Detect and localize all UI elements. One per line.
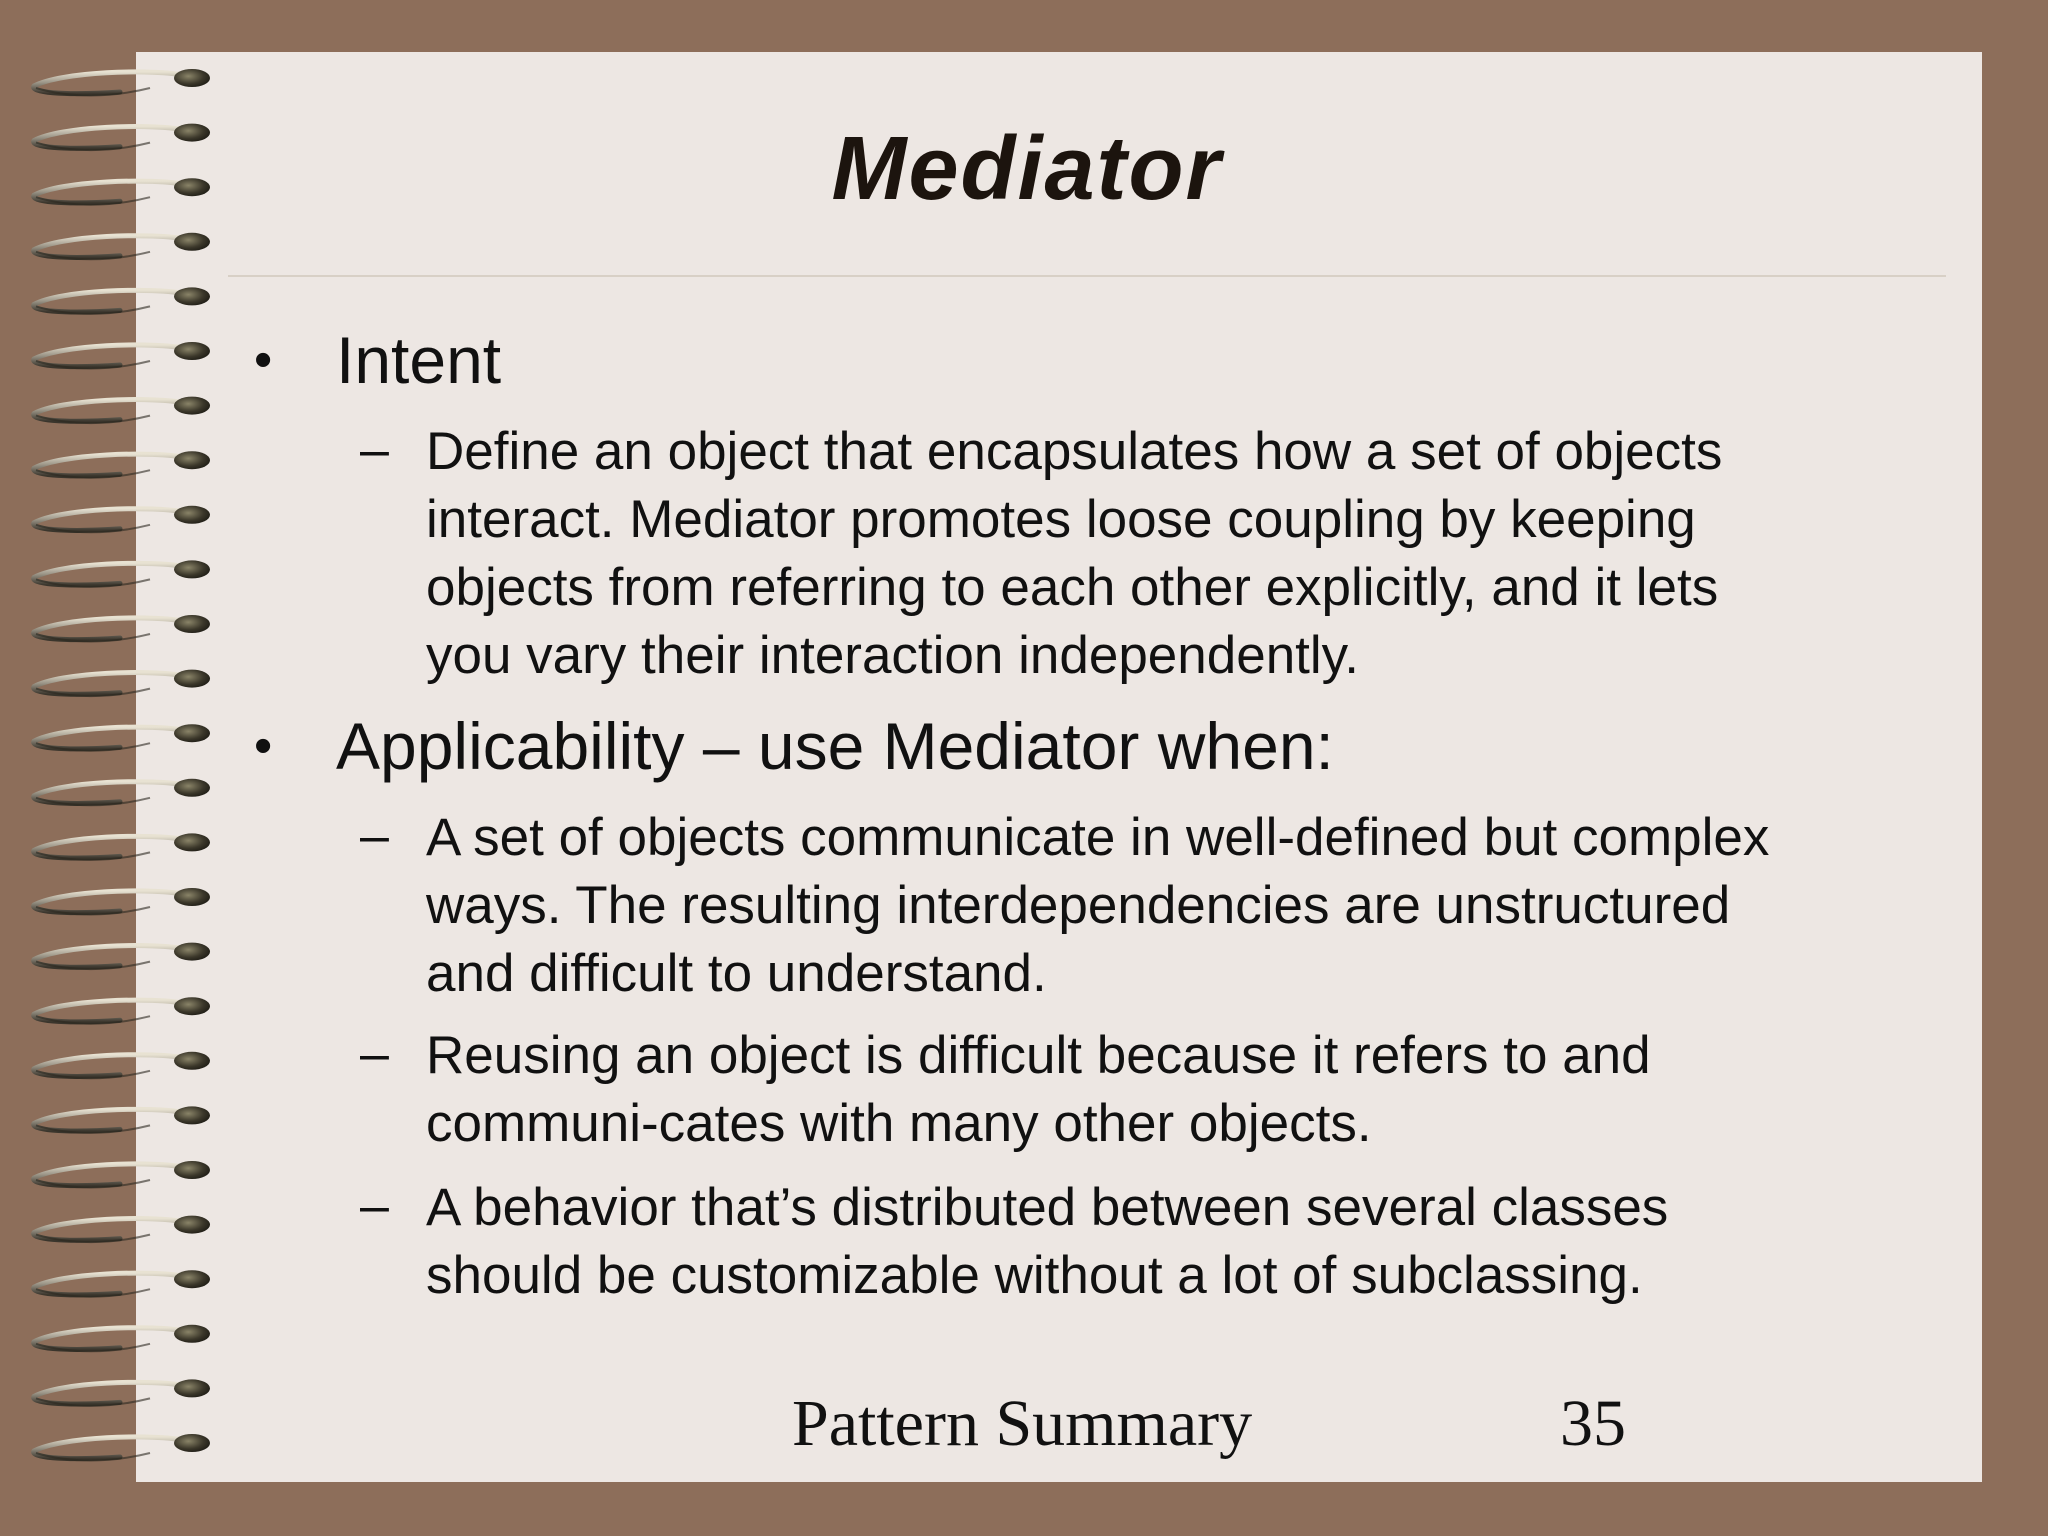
text-line: you vary their interaction independently.	[426, 626, 1359, 685]
page-number: 35	[1560, 1387, 1626, 1460]
bullet-marker: •	[254, 331, 273, 389]
applicability-item-2	[426, 1022, 1926, 1158]
text-line: A set of objects communicate in well-defined but complex	[426, 808, 1770, 867]
bullet-marker: •	[254, 717, 273, 775]
sub-bullet-marker: –	[360, 1177, 389, 1235]
text-line: communi-cates with many other objects.	[426, 1094, 1372, 1153]
bullet-intent: Intent	[336, 323, 502, 397]
bullet-applicability: Applicability – use Mediator when:	[336, 709, 1334, 783]
intent-description	[426, 418, 1926, 690]
text-line: interact. Mediator promotes loose coupling by keeping	[426, 490, 1696, 549]
text-line: A behavior that’s distributed between several classes	[426, 1178, 1669, 1237]
slide-title: Mediator	[831, 119, 1223, 219]
text-line: and difficult to understand.	[426, 944, 1047, 1003]
sub-bullet-marker: –	[360, 421, 389, 479]
text-line: objects from referring to each other explicitly, and it lets	[426, 558, 1719, 617]
text-line: Reusing an object is difficult because it refers to and	[426, 1026, 1651, 1085]
text-line: Define an object that encapsulates how a set of objects	[426, 422, 1723, 481]
sub-bullet-marker: –	[360, 807, 389, 865]
sub-bullet-marker: –	[360, 1025, 389, 1083]
applicability-item-3	[426, 1174, 1926, 1310]
footer-label: Pattern Summary	[792, 1387, 1253, 1460]
applicability-item-1	[426, 804, 1926, 1008]
text-line: should be customizable without a lot of subclassing.	[426, 1246, 1643, 1305]
text-line: ways. The resulting interdependencies are unstructured	[426, 876, 1731, 935]
